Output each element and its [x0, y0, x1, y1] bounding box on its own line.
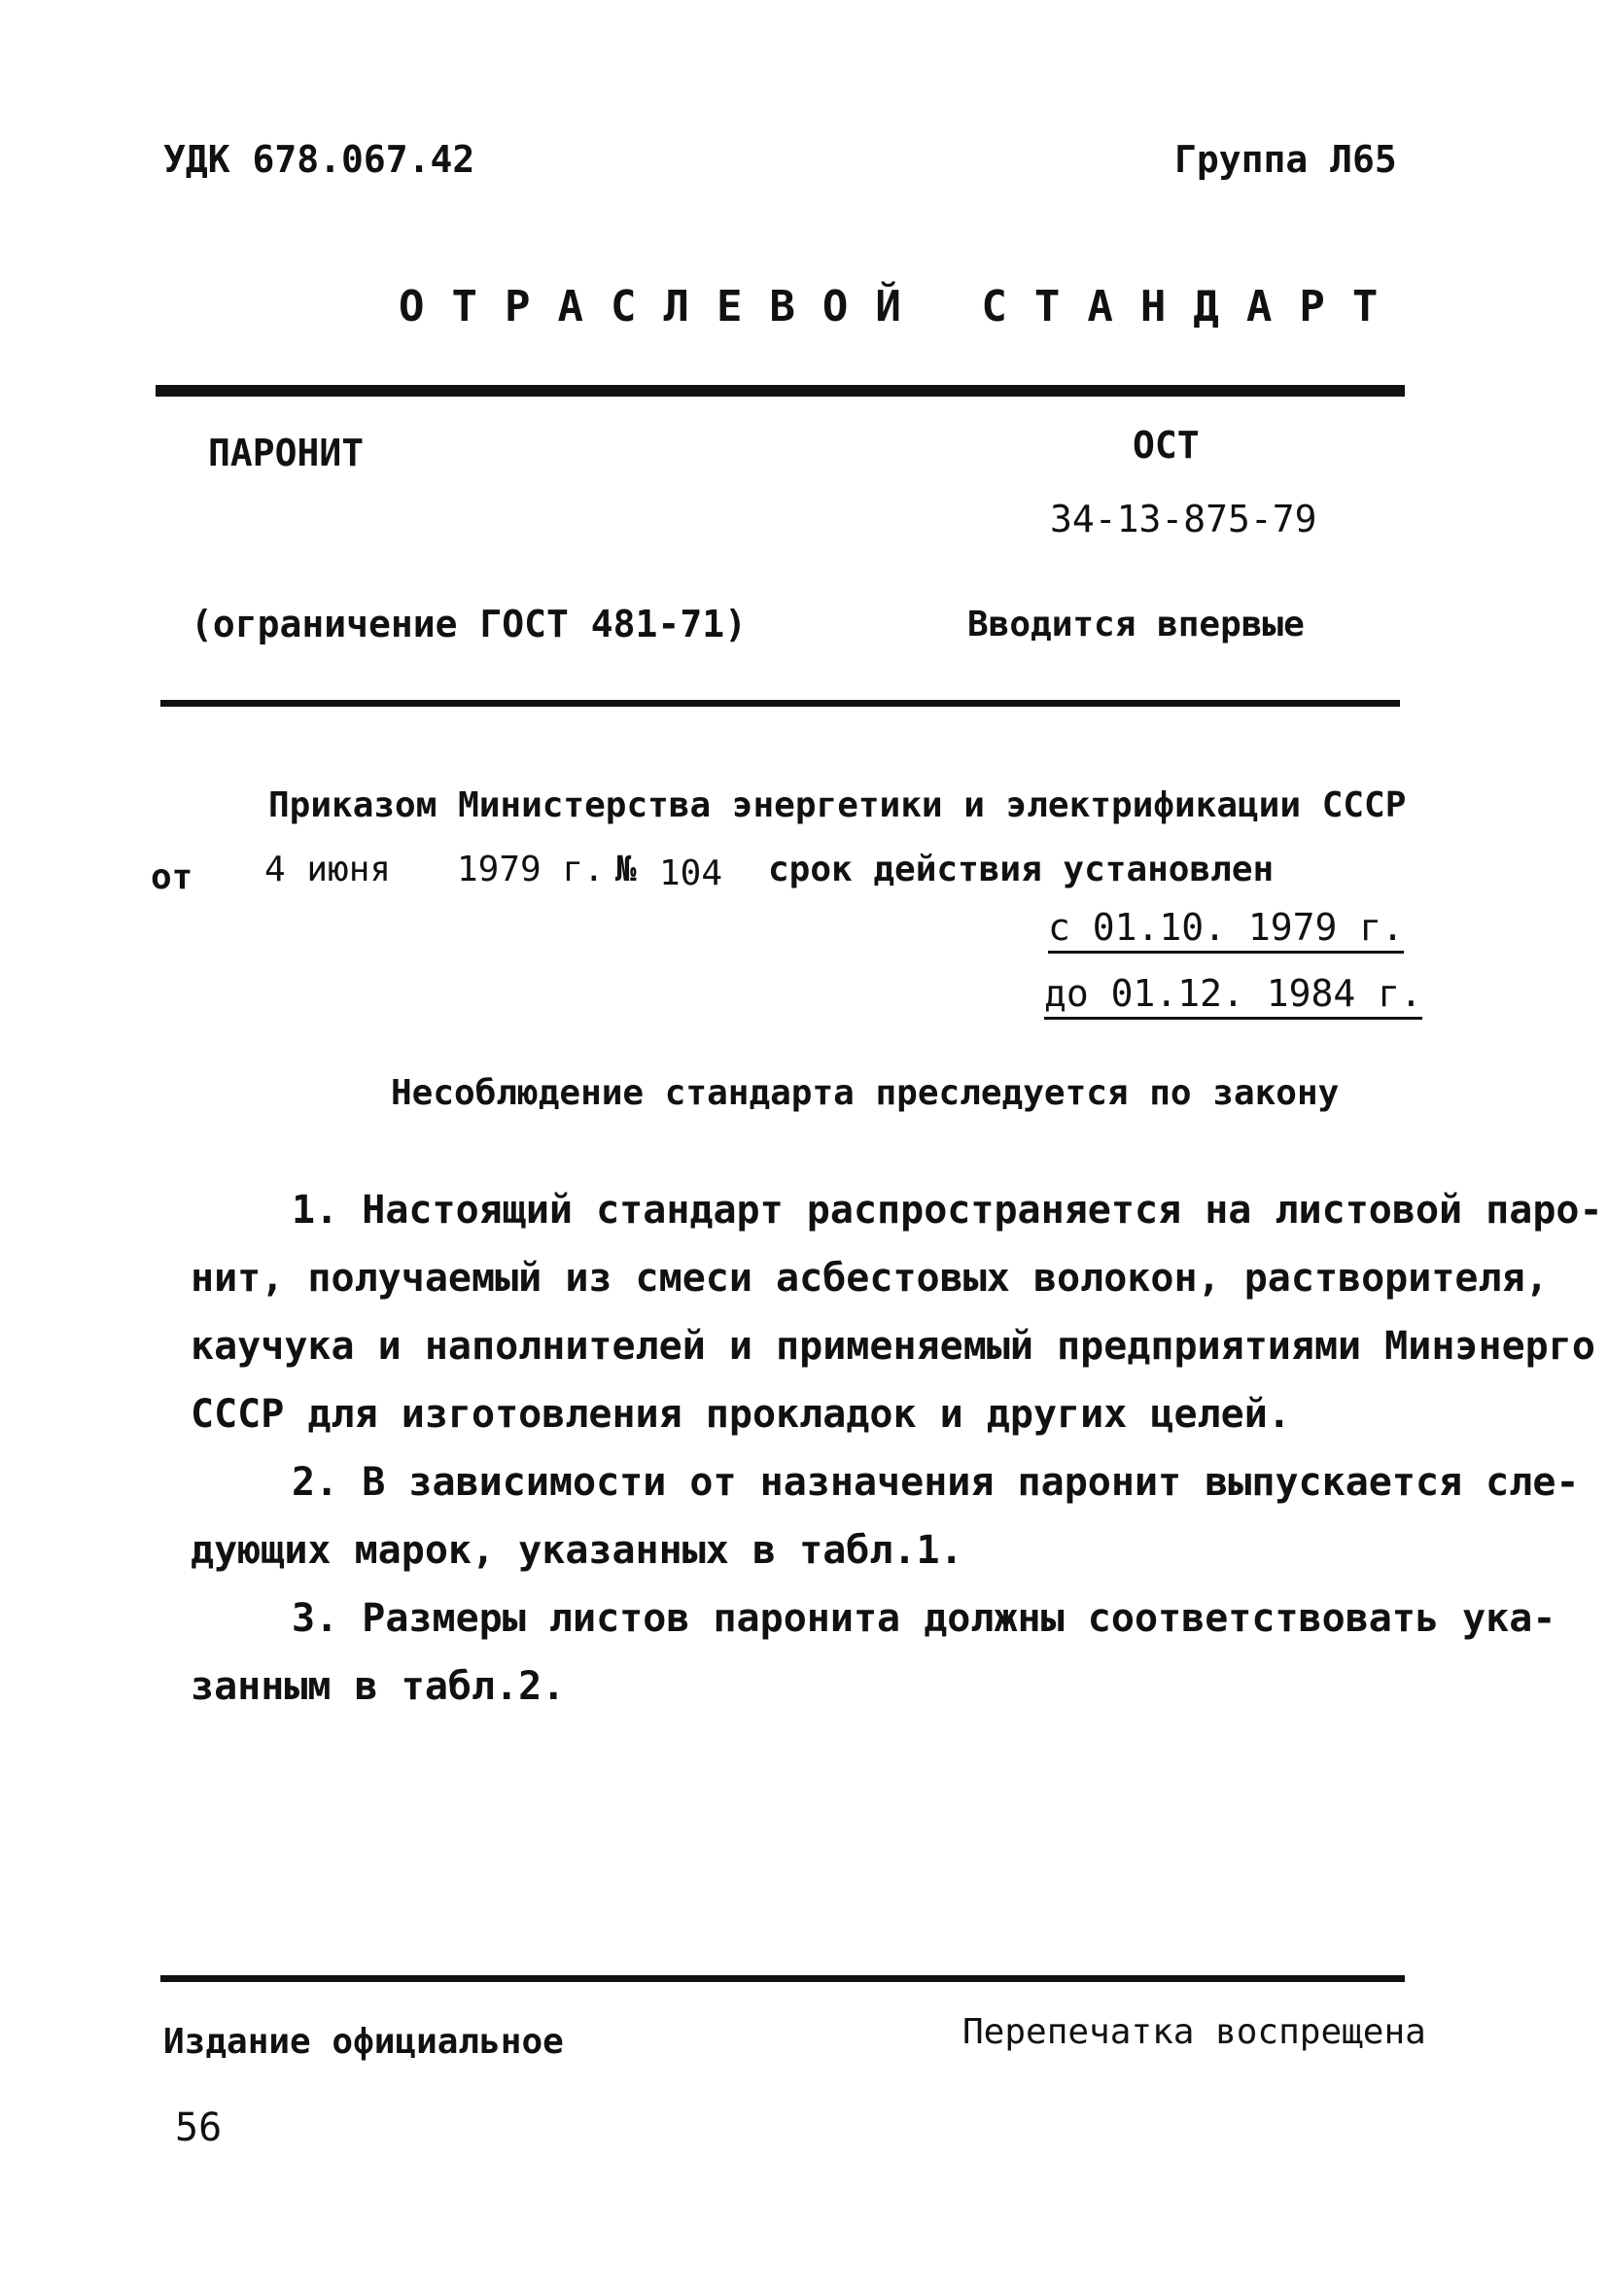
- introduced-note: Вводится впервые: [967, 605, 1305, 644]
- paragraph-3: [191, 1584, 1556, 1721]
- paragraph-2-line: дующих марок, указанных в табл.1.: [191, 1528, 963, 1573]
- standard-code-label: ОСТ: [1133, 424, 1200, 467]
- valid-from: с 01.10. 1979 г.: [1048, 906, 1404, 954]
- standard-code-number: 34-13-875-79: [1050, 498, 1317, 540]
- reprint-prohibited: Перепечатка воспрещена: [962, 2012, 1426, 2052]
- document-title: ОТРАСЛЕВОЙ СТАНДАРТ: [399, 282, 1406, 331]
- udk-code: УДК 678.067.42: [163, 138, 475, 181]
- footer-rule: [160, 1975, 1405, 1982]
- group-code: Группа Л65: [1174, 138, 1397, 181]
- order-number: 104: [659, 853, 723, 893]
- order-from-label: от: [151, 857, 193, 897]
- paragraph-3-line: занным в табл.2.: [191, 1664, 566, 1709]
- order-validity: срок действия установлен: [768, 850, 1275, 889]
- paragraph-1-line: каучука и наполнителей и применяемый предприятиями Минэнерго: [191, 1324, 1595, 1369]
- order-number-sign: №: [615, 850, 637, 889]
- order-year: 1979 г.: [457, 850, 605, 889]
- paragraph-1-line: 1. Настоящий стандарт распространяется на листовой паро-: [292, 1188, 1603, 1233]
- top-rule: [156, 385, 1405, 397]
- page-number: 56: [175, 2105, 223, 2150]
- paragraph-1-line: СССР для изготовления прокладок и других целей.: [191, 1392, 1291, 1437]
- paragraph-1: [191, 1176, 1603, 1448]
- restriction-note: (ограничение ГОСТ 481-71): [191, 603, 747, 645]
- law-warning: Несоблюдение стандарта преследуется по закону: [391, 1073, 1340, 1113]
- valid-to: до 01.12. 1984 г.: [1044, 972, 1422, 1020]
- paragraph-1-line: нит, получаемый из смеси асбестовых волокон, растворителя,: [191, 1256, 1549, 1301]
- paragraph-2: [191, 1448, 1580, 1584]
- paragraph-2-line: 2. В зависимости от назначения паронит выпускается сле-: [292, 1460, 1580, 1505]
- official-edition: Издание официальное: [163, 2022, 564, 2062]
- paragraph-3-line: 3. Размеры листов паронита должны соответствовать ука-: [292, 1596, 1556, 1641]
- second-rule: [160, 700, 1400, 707]
- order-ministry-line: Приказом Министерства энергетики и электрификации СССР: [268, 785, 1407, 825]
- order-date: 4 июня: [264, 850, 392, 889]
- standard-name: ПАРОНИТ: [208, 432, 365, 474]
